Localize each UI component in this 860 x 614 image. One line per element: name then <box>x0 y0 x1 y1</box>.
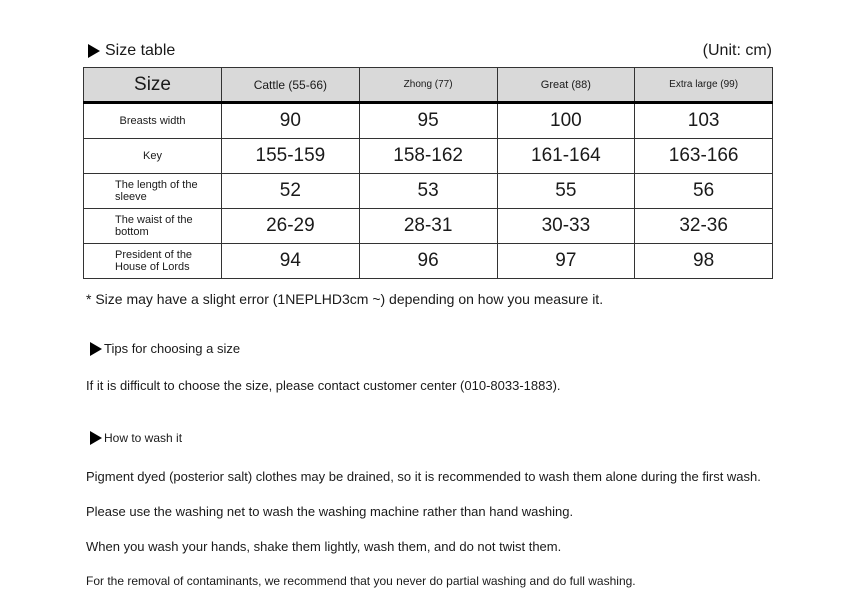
row-label: Breasts width <box>84 103 222 139</box>
column-header: Great (88) <box>497 68 635 103</box>
table-cell: 155-159 <box>222 139 360 174</box>
table-row <box>84 139 773 174</box>
table-header-row <box>84 68 773 103</box>
table-cell: 97 <box>497 244 635 279</box>
table-cell: 94 <box>222 244 360 279</box>
triangle-bullet-icon <box>88 44 100 58</box>
table-cell: 26-29 <box>222 209 360 244</box>
row-label: The length of the sleeve <box>84 174 222 209</box>
tips-title: Tips for choosing a size <box>104 341 241 356</box>
size-table-heading <box>88 40 772 62</box>
wash-heading <box>90 431 182 445</box>
table-cell: 96 <box>359 244 497 279</box>
table-cell: 161-164 <box>497 139 635 174</box>
wash-line: When you wash your hands, shake them lightly, wash them, and do not twist them. <box>86 539 562 554</box>
measurement-note: * Size may have a slight error (1NEPLHD3cm ~) depending on how you measure it. <box>86 291 604 307</box>
table-row <box>84 174 773 209</box>
wash-line: For the removal of contaminants, we recommend that you never do partial washing and do full washing. <box>86 574 636 588</box>
column-header: Zhong (77) <box>359 68 497 103</box>
table-cell: 98 <box>635 244 773 279</box>
tips-text: If it is difficult to choose the size, please contact customer center (010-8033-1883). <box>86 378 561 393</box>
table-cell: 32-36 <box>635 209 773 244</box>
table-cell: 103 <box>635 103 773 139</box>
table-cell: 52 <box>222 174 360 209</box>
column-header: Extra large (99) <box>635 68 773 103</box>
table-cell: 100 <box>497 103 635 139</box>
size-table-title-text: Size table <box>105 42 176 59</box>
row-label: The waist of the bottom <box>84 209 222 244</box>
tips-heading <box>90 341 240 356</box>
table-cell: 56 <box>635 174 773 209</box>
wash-title: How to wash it <box>104 431 183 445</box>
table-row <box>84 103 773 139</box>
wash-line: Please use the washing net to wash the washing machine rather than hand washing. <box>86 504 574 519</box>
table-cell: 53 <box>359 174 497 209</box>
table-row <box>84 209 773 244</box>
table-cell: 90 <box>222 103 360 139</box>
triangle-bullet-icon <box>90 431 102 445</box>
table-row <box>84 244 773 279</box>
size-table-title <box>88 42 175 60</box>
table-cell: 55 <box>497 174 635 209</box>
row-label: President of the House of Lords <box>84 244 222 279</box>
size-table <box>83 67 773 279</box>
table-cell: 95 <box>359 103 497 139</box>
table-cell: 28-31 <box>359 209 497 244</box>
wash-line: Pigment dyed (posterior salt) clothes may be drained, so it is recommended to wash them alone during the first wash. <box>86 469 761 484</box>
row-label: Key <box>84 139 222 174</box>
table-cell: 163-166 <box>635 139 773 174</box>
unit-label: (Unit: cm) <box>702 42 772 59</box>
column-header: Cattle (55-66) <box>222 68 360 103</box>
corner-header: Size <box>84 68 222 103</box>
table-cell: 158-162 <box>359 139 497 174</box>
triangle-bullet-icon <box>90 342 102 356</box>
table-cell: 30-33 <box>497 209 635 244</box>
